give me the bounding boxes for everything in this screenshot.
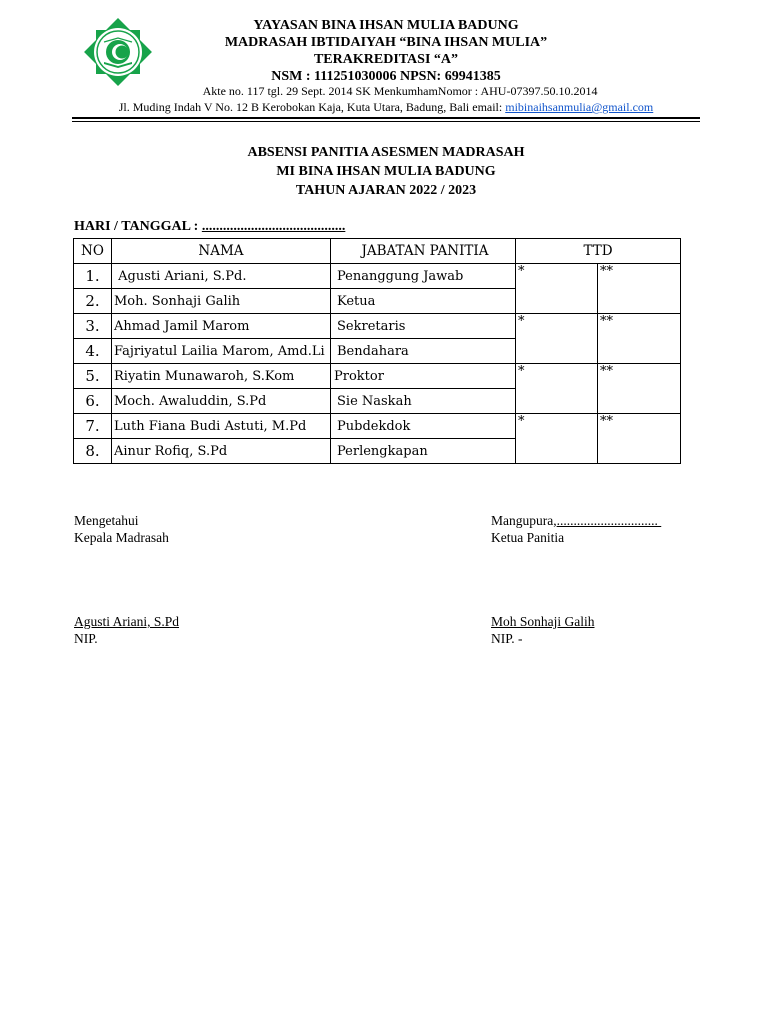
row-no: 6. bbox=[74, 389, 112, 414]
row-jabatan: Sekretaris bbox=[331, 314, 516, 339]
row-no: 7. bbox=[74, 414, 112, 439]
ttd-cell-right[interactable]: ** bbox=[598, 364, 681, 414]
address-line bbox=[80, 100, 692, 115]
table-row bbox=[74, 364, 681, 389]
accreditation: TERAKREDITASI “A” bbox=[313, 52, 459, 67]
row-nama: Ainur Rofiq, S.Pd bbox=[112, 439, 331, 464]
ttd-cell-right[interactable]: ** bbox=[598, 264, 681, 314]
row-jabatan: Perlengkapan bbox=[331, 439, 516, 464]
date-field bbox=[74, 219, 345, 235]
signature-left-name-block bbox=[74, 613, 179, 647]
date-label: HARI / TANGGAL : bbox=[74, 219, 202, 234]
row-nama: Moch. Awaluddin, S.Pd bbox=[112, 389, 331, 414]
row-jabatan: Sie Naskah bbox=[331, 389, 516, 414]
row-nama: Ahmad Jamil Marom bbox=[112, 314, 331, 339]
document-subtitle: MI BINA IHSAN MULIA BADUNG bbox=[276, 164, 496, 179]
signature-left bbox=[74, 512, 169, 546]
ttd-cell-left[interactable]: * bbox=[516, 364, 598, 414]
table-row bbox=[74, 264, 681, 289]
table-header-row bbox=[74, 239, 681, 264]
nsm-npsn: NSM : 111251030006 NPSN: 69941385 bbox=[271, 69, 501, 84]
ttd-cell-left[interactable]: * bbox=[516, 314, 598, 364]
document-title: ABSENSI PANITIA ASESMEN MADRASAH bbox=[247, 145, 525, 160]
date-blank-right: .............................. bbox=[556, 513, 662, 528]
row-no: 5. bbox=[74, 364, 112, 389]
sig-left-line2: Kepala Madrasah bbox=[74, 530, 169, 545]
row-no: 4. bbox=[74, 339, 112, 364]
row-nama: Agusti Ariani, S.Pd. bbox=[112, 264, 331, 289]
row-nama: Moh. Sonhaji Galih bbox=[112, 289, 331, 314]
sig-left-line1: Mengetahui bbox=[74, 513, 139, 528]
row-jabatan: Penanggung Jawab bbox=[331, 264, 516, 289]
row-jabatan: Bendahara bbox=[331, 339, 516, 364]
ttd-cell-right[interactable]: ** bbox=[598, 414, 681, 464]
row-jabatan: Ketua bbox=[331, 289, 516, 314]
madrasah-name: MADRASAH IBTIDAIYAH “BINA IHSAN MULIA” bbox=[224, 35, 548, 50]
row-nama: Fajriyatul Lailia Marom, Amd.Li bbox=[112, 339, 331, 364]
akte-info: Akte no. 117 tgl. 29 Sept. 2014 SK MenkumhamNomor : AHU-07397.50.10.2014 bbox=[202, 84, 598, 98]
header-no: NO bbox=[74, 239, 112, 264]
ttd-cell-left[interactable]: * bbox=[516, 414, 598, 464]
ttd-cell-right[interactable]: ** bbox=[598, 314, 681, 364]
row-no: 3. bbox=[74, 314, 112, 339]
ttd-cell-left[interactable]: * bbox=[516, 264, 598, 314]
headmaster-nip: NIP. bbox=[74, 631, 98, 646]
table-row bbox=[74, 414, 681, 439]
address-text: Jl. Muding Indah V No. 12 B Kerobokan Kaja, Kuta Utara, Badung, Bali email: bbox=[118, 100, 506, 114]
school-logo bbox=[82, 16, 154, 88]
row-no: 2. bbox=[74, 289, 112, 314]
row-jabatan: Proktor bbox=[331, 364, 516, 389]
signature-right bbox=[491, 512, 661, 546]
header-jabatan: JABATAN PANITIA bbox=[331, 239, 516, 264]
row-no: 1. bbox=[74, 264, 112, 289]
row-nama: Riyatin Munawaroh, S.Kom bbox=[112, 364, 331, 389]
header-ttd: TTD bbox=[516, 239, 681, 264]
attendance-table bbox=[73, 238, 681, 464]
signature-right-name-block bbox=[491, 613, 595, 647]
header-divider-thick bbox=[72, 117, 700, 119]
header-nama: NAMA bbox=[112, 239, 331, 264]
sig-right-line2: Ketua Panitia bbox=[491, 530, 565, 545]
foundation-name: YAYASAN BINA IHSAN MULIA BADUNG bbox=[253, 18, 519, 33]
row-jabatan: Pubdekdok bbox=[331, 414, 516, 439]
email-link[interactable]: mibinaihsanmulia@gmail.com bbox=[505, 100, 654, 114]
table-row bbox=[74, 314, 681, 339]
sig-right-line1 bbox=[491, 512, 661, 529]
date-blank: ......................................... bbox=[201, 219, 346, 234]
row-no: 8. bbox=[74, 439, 112, 464]
academic-year: TAHUN AJARAN 2022 / 2023 bbox=[295, 183, 477, 198]
headmaster-name: Agusti Ariani, S.Pd bbox=[74, 614, 180, 629]
row-nama: Luth Fiana Budi Astuti, M.Pd bbox=[112, 414, 331, 439]
chairman-nip: NIP. - bbox=[491, 631, 523, 646]
header-divider-thin bbox=[72, 121, 700, 122]
place-label: Mangupura, bbox=[491, 513, 557, 528]
chairman-name: Moh Sonhaji Galih bbox=[491, 614, 595, 629]
